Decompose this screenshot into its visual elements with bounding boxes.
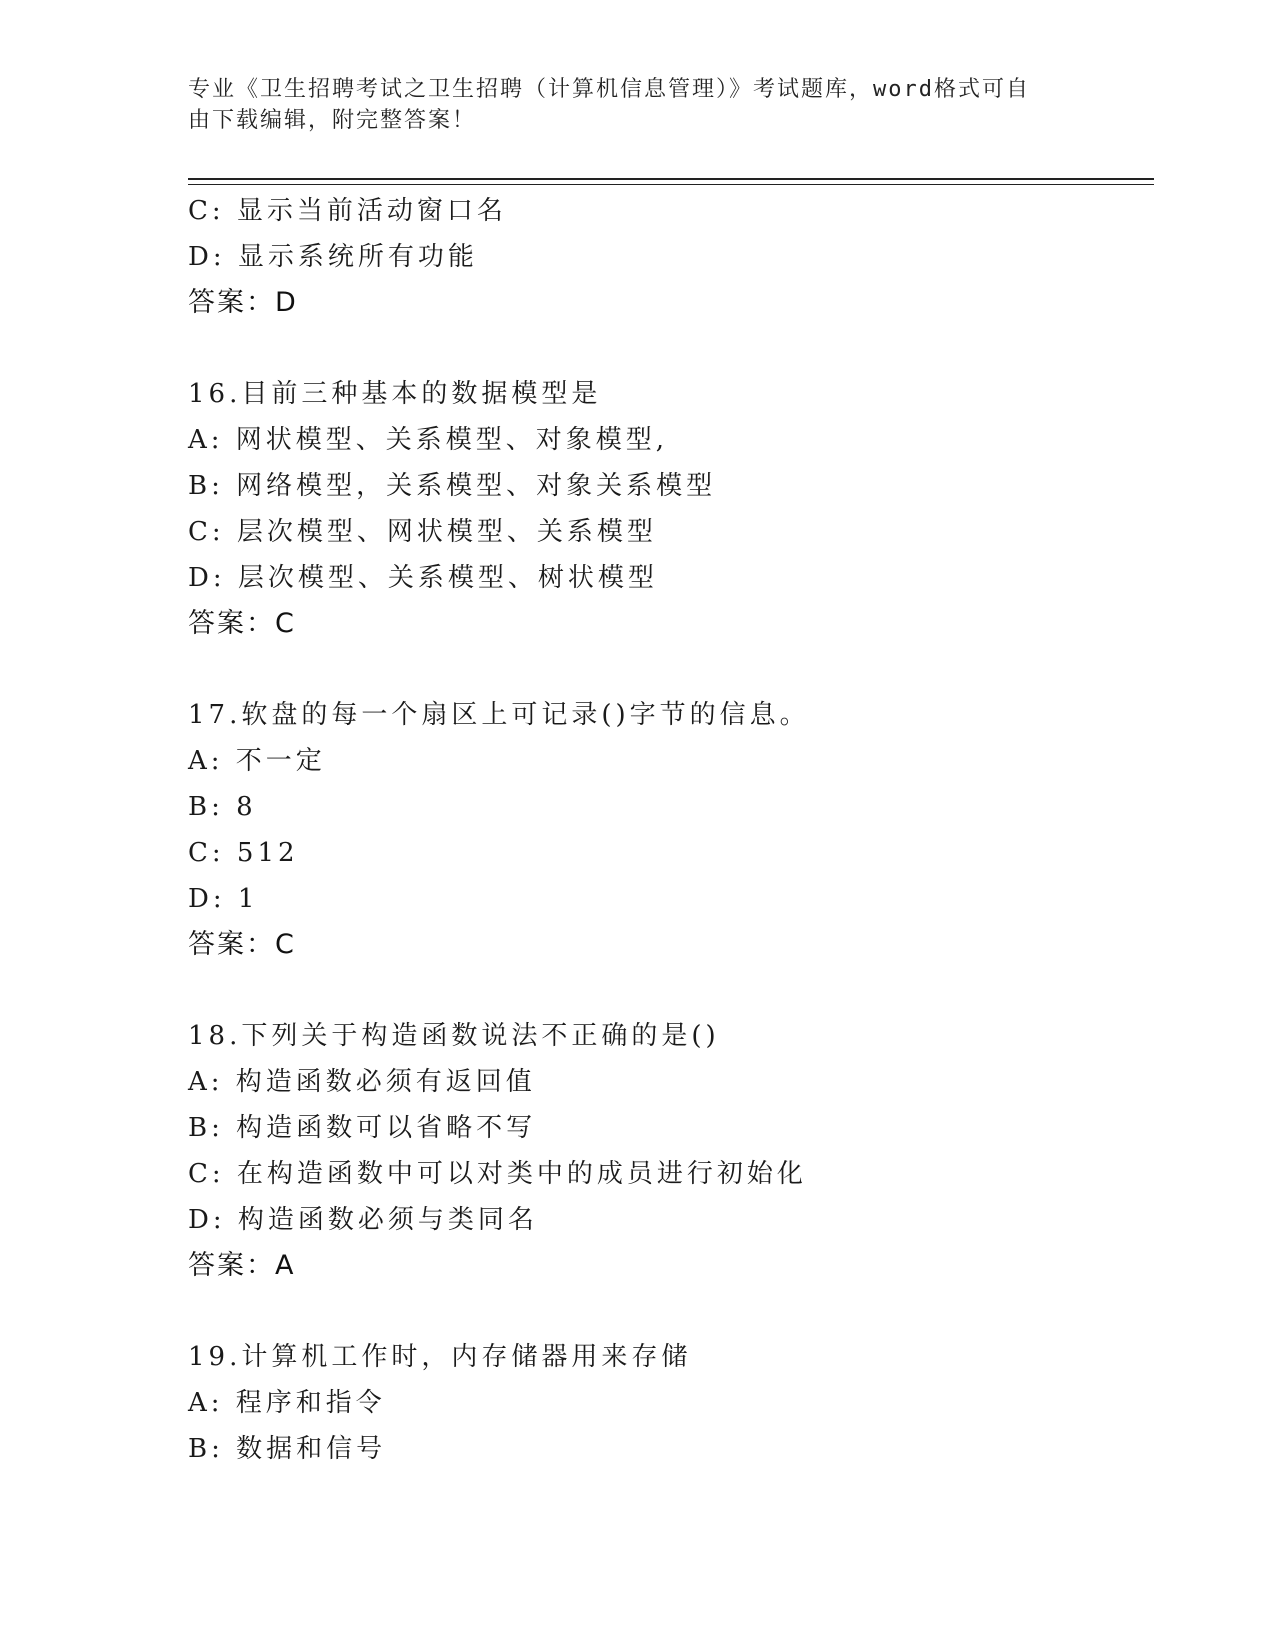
answer-line: 答案：C — [188, 929, 296, 960]
option-a: A: 网状模型、关系模型、对象模型, — [188, 425, 669, 455]
question-19 — [188, 1334, 1148, 1472]
question-17 — [188, 692, 1148, 968]
option-b: B: 8 — [188, 792, 257, 822]
answer-line: 答案：A — [188, 1250, 296, 1281]
option-c: C: 显示当前活动窗口名 — [188, 196, 507, 226]
option-d: D: 显示系统所有功能 — [188, 242, 478, 272]
answer-line: 答案：C — [188, 608, 296, 639]
option-a: A: 程序和指令 — [188, 1388, 386, 1418]
header-divider-top — [188, 178, 1154, 180]
option-d: D: 1 — [188, 884, 259, 914]
option-c: C: 在构造函数中可以对类中的成员进行初始化 — [188, 1159, 807, 1189]
option-b: B: 网络模型，关系模型、对象关系模型 — [188, 471, 717, 501]
option-a: A: 不一定 — [188, 746, 326, 776]
question-stem: 18.下列关于构造函数说法不正确的是() — [188, 1021, 720, 1051]
previous-question — [188, 188, 1148, 326]
header-line-1: 专业《卫生招聘考试之卫生招聘（计算机信息管理）》考试题库，word格式可自 — [188, 77, 1030, 102]
option-a: A: 构造函数必须有返回值 — [188, 1067, 536, 1097]
question-stem: 17.软盘的每一个扇区上可记录()字节的信息。 — [188, 700, 810, 730]
option-b: B: 数据和信号 — [188, 1434, 387, 1464]
answer-line: 答案：D — [188, 287, 298, 318]
option-d: D: 构造函数必须与类同名 — [188, 1205, 538, 1235]
question-18 — [188, 1013, 1148, 1289]
option-d: D: 层次模型、关系模型、树状模型 — [188, 563, 658, 593]
option-b: B: 构造函数可以省略不写 — [188, 1113, 537, 1143]
option-c: C: 512 — [188, 838, 299, 868]
question-list — [188, 188, 1148, 1472]
question-16 — [188, 371, 1148, 647]
header-divider-bottom — [188, 184, 1154, 185]
question-stem: 19.计算机工作时，内存储器用来存储 — [188, 1342, 692, 1372]
document-header — [188, 74, 1068, 136]
header-line-2: 由下载编辑，附完整答案！ — [188, 108, 477, 133]
option-c: C: 层次模型、网状模型、关系模型 — [188, 517, 657, 547]
question-stem: 16.目前三种基本的数据模型是 — [188, 379, 602, 409]
